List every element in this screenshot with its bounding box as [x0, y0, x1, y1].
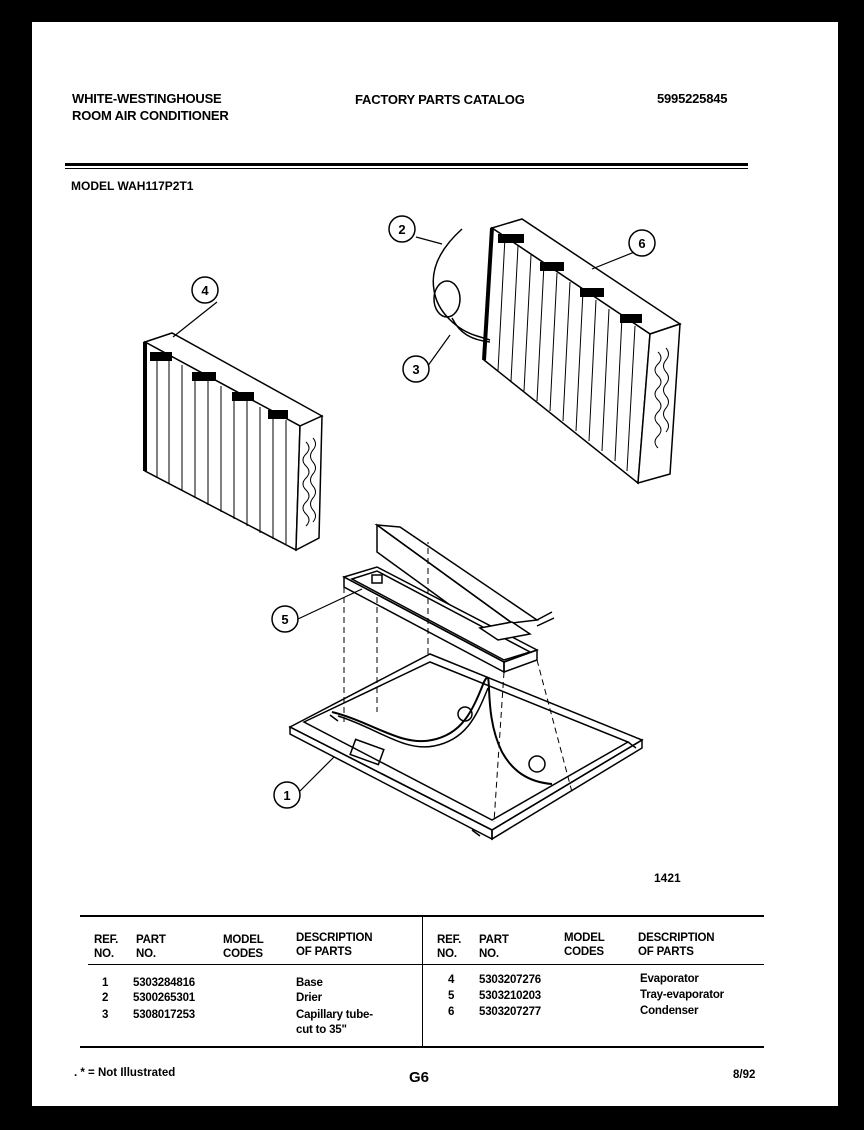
table-row-ref: 6 — [448, 1006, 455, 1018]
table-row-description: Drier — [296, 992, 322, 1004]
figure-number: 1421 — [654, 871, 681, 885]
header-ref-no-right: REF. NO. — [437, 934, 462, 960]
model-number: MODEL WAH117P2T1 — [71, 179, 194, 193]
callout-4: 4 — [201, 283, 209, 298]
table-row-ref: 2 — [102, 992, 109, 1004]
table-header-rule — [88, 964, 764, 965]
table-row-part-no: 5303210203 — [479, 990, 541, 1002]
table-row-part-no: 5303207277 — [479, 1006, 541, 1018]
header-part-no-right: PART NO. — [479, 934, 509, 960]
table-row-part-no: 5303207276 — [479, 974, 541, 986]
header-ref-no-left: REF. NO. — [94, 934, 119, 960]
header-description-left: DESCRIPTION OF PARTS — [296, 932, 373, 958]
table-row-part-no: 5303284816 — [133, 977, 195, 989]
table-row-ref: 1 — [102, 977, 109, 989]
callout-3: 3 — [412, 362, 420, 377]
catalog-title: FACTORY PARTS CATALOG — [355, 92, 525, 107]
table-row-description: Capillary tube- cut to 35" — [296, 1009, 373, 1036]
table-row-description: Tray-evaporator — [640, 989, 724, 1001]
callout-2: 2 — [398, 222, 406, 237]
header-description-right: DESCRIPTION OF PARTS — [638, 932, 715, 958]
table-bottom-rule — [80, 1046, 764, 1048]
revision-date: 8/92 — [733, 1069, 756, 1081]
not-illustrated-note: . * = Not Illustrated — [74, 1067, 176, 1079]
condenser-coil-illustration — [484, 219, 680, 483]
table-row-ref: 4 — [448, 974, 455, 986]
brand-line-1: WHITE-WESTINGHOUSE — [72, 91, 222, 106]
table-row-part-no: 5300265301 — [133, 992, 195, 1004]
page-code: G6 — [409, 1069, 430, 1086]
table-row-part-no: 5308017253 — [133, 1009, 195, 1021]
tray-evaporator-illustration — [344, 525, 554, 672]
table-row-description: Base — [296, 977, 323, 989]
callout-1: 1 — [283, 788, 291, 803]
brand-line-2: ROOM AIR CONDITIONER — [72, 108, 229, 123]
header-model-codes-right: MODEL CODES — [564, 932, 605, 958]
callout-5: 5 — [281, 612, 289, 627]
drier-and-capillary-illustration — [433, 229, 490, 342]
base-illustration — [290, 654, 642, 839]
table-row-description: Evaporator — [640, 973, 699, 985]
catalog-number: 5995225845 — [657, 91, 728, 106]
table-row-ref: 3 — [102, 1009, 109, 1021]
exploded-parts-diagram — [32, 22, 838, 862]
table-column-separator — [422, 917, 423, 1046]
header-model-codes-left: MODEL CODES — [223, 934, 264, 960]
table-row-description: Condenser — [640, 1005, 699, 1017]
table-row-ref: 5 — [448, 990, 455, 1002]
evaporator-coil-illustration — [145, 333, 322, 550]
catalog-page — [32, 22, 838, 1106]
callout-6: 6 — [638, 236, 646, 251]
header-part-no-left: PART NO. — [136, 934, 166, 960]
